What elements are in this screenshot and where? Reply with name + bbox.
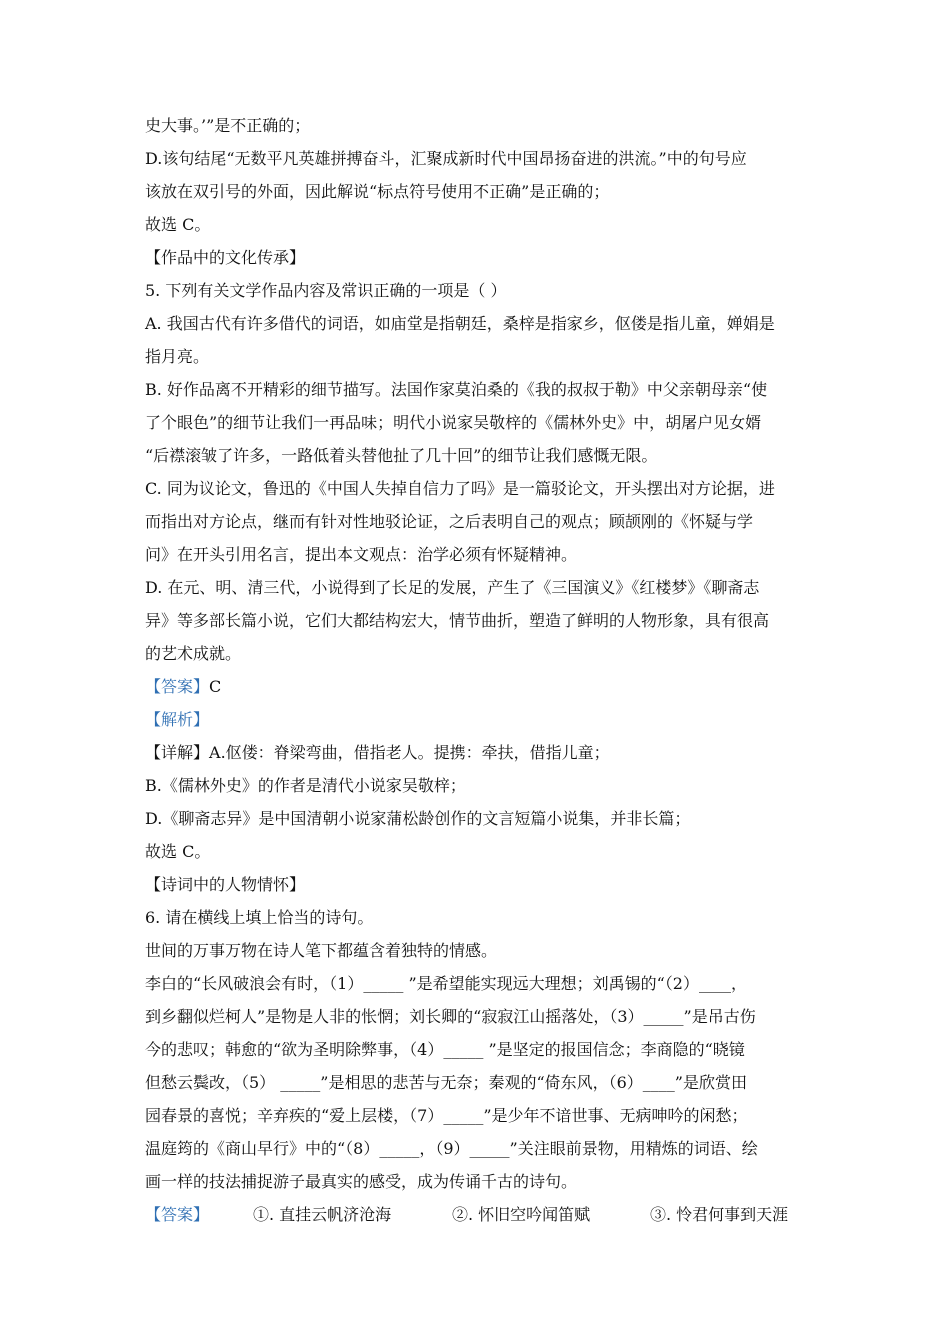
text-line: 史大事。’”是不正确的； xyxy=(145,116,311,135)
text-line: 问》在开头引用名言，提出本文观点：治学必须有怀疑精神。 xyxy=(145,545,578,564)
section-heading: 【作品中的文化传承】 xyxy=(145,248,306,267)
text-line: 但愁云鬓改，（5） _____”是相思的悲苦与无奈；秦观的“倚东风，（6）____”是欣赏田 xyxy=(145,1073,747,1092)
text-line: 故选 C。 xyxy=(145,215,211,234)
text-line: 世间的万事万物在诗人笔下都蕴含着独特的情感。 xyxy=(145,941,498,960)
text-line: 的艺术成就。 xyxy=(145,644,242,663)
text-line: 了个眼色”的细节让我们一再品味；明代小说家吴敬梓的《儒林外史》中，胡屠户见女婿 xyxy=(145,413,762,432)
answer-line xyxy=(145,677,221,697)
text-line: 园春景的喜悦；辛弃疾的“爱上层楼，（7）_____”是少年不谙世事、无病呻吟的闲愁； xyxy=(145,1106,748,1125)
text-line: 画一样的技法捕捉游子最真实的感受，成为传诵千古的诗句。 xyxy=(145,1172,578,1191)
answer-value: C xyxy=(209,677,222,696)
text-line: B.《儒林外史》的作者是清代小说家吴敬梓； xyxy=(145,776,466,795)
text-line: 指月亮。 xyxy=(145,347,210,366)
answer-label: 【答案】 xyxy=(145,677,210,696)
analysis-line xyxy=(145,710,209,730)
text-line: 异》等多部长篇小说，它们大都结构宏大，情节曲折，塑造了鲜明的人物形象，具有很高 xyxy=(145,611,770,630)
text-line: D.《聊斋志异》是中国清朝小说家蒲松龄创作的文言短篇小说集，并非长篇； xyxy=(145,809,691,828)
question-5-stem: 5. 下列有关文学作品内容及常识正确的一项是（ ） xyxy=(145,281,507,300)
text-line: 温庭筠的《商山早行》中的“（8）_____，（9）_____”关注眼前景物，用精炼的词语、绘 xyxy=(145,1139,758,1158)
text-line: 而指出对方论点，继而有针对性地驳论证，之后表明自己的观点；顾颉刚的《怀疑与学 xyxy=(145,512,754,531)
answer-item: ①. 直挂云帆济沧海 xyxy=(253,1205,392,1224)
text-line: 该放在双引号的外面，因此解说“标点符号使用不正确”是正确的； xyxy=(145,182,610,201)
text-line: 故选 C。 xyxy=(145,842,211,861)
detail-line xyxy=(145,743,610,763)
question-6-stem: 6. 请在横线上填上恰当的诗句。 xyxy=(145,908,374,927)
text-line: 到乡翻似烂柯人”是物是人非的怅惘；刘长卿的“寂寂江山摇落处，（3）_____”是吊古伤 xyxy=(145,1007,756,1026)
text-line: D.该句结尾“无数平凡英雄拼搏奋斗，汇聚成新时代中国昂扬奋进的洪流。”中的句号应 xyxy=(145,149,747,168)
option-c: C. 同为议论文，鲁迅的《中国人失掉自信力了吗》是一篇驳论文，开头摆出对方论据，进 xyxy=(145,479,775,498)
option-a: A. 我国古代有许多借代的词语，如庙堂是指朝廷，桑梓是指家乡，伛偻是指儿童，婵娟是 xyxy=(145,314,775,333)
text-line: 李白的“长风破浪会有时，（1）_____ ”是希望能实现远大理想；刘禹锡的“（2）____， xyxy=(145,974,747,993)
text-line: “后襟滚皱了许多，一路低着头替他扯了几十回”的细节让我们感慨无限。 xyxy=(145,446,658,465)
option-d: D. 在元、明、清三代，小说得到了长足的发展，产生了《三国演义》《红楼梦》《聊斋志 xyxy=(145,578,760,597)
answer-label: 【答案】 xyxy=(145,1205,210,1224)
answer-item: ③. 怜君何事到天涯 xyxy=(650,1205,789,1224)
answer-item: ②. 怀旧空吟闻笛赋 xyxy=(452,1205,591,1224)
detail-label: 【详解】 xyxy=(145,743,210,762)
option-b: B. 好作品离不开精彩的细节描写。法国作家莫泊桑的《我的叔叔于勒》中父亲朝母亲“使 xyxy=(145,380,768,399)
analysis-label: 【解析】 xyxy=(145,710,210,729)
section-heading: 【诗词中的人物情怀】 xyxy=(145,875,306,894)
detail-text: A.伛偻：脊梁弯曲，借指老人。提携：牵扶，借指儿童； xyxy=(209,743,610,762)
text-line: 今的悲叹；韩愈的“欲为圣明除弊事，（4）_____ ”是坚定的报国信念；李商隐的“晓镜 xyxy=(145,1040,745,1059)
